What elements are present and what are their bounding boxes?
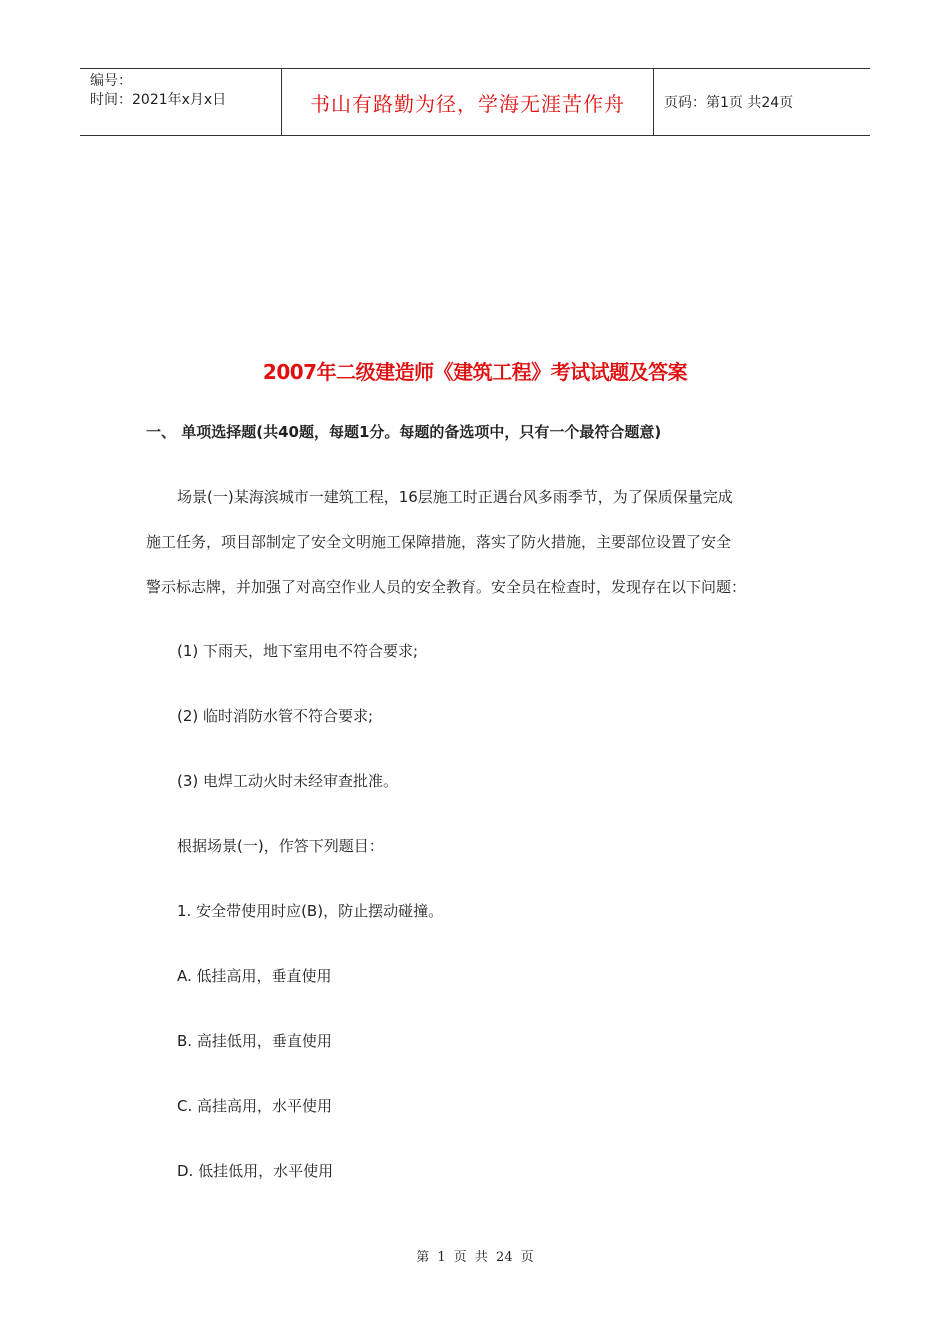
question-option-d: D. 低挂低用，水平使用 [177,1162,334,1180]
question-option-b: B. 高挂低用，垂直使用 [177,1032,332,1050]
page-footer: 第 1 页 共 24 页 [416,1250,534,1265]
scenario-line-2: 施工任务，项目部制定了安全文明施工保障措施，落实了防火措施，主要部位设置了安全 [146,533,732,551]
header-page-info: 页码：第1页 共24页 [664,95,794,111]
header-meta-cell [80,69,282,135]
problem-item: (1) 下雨天，地下室用电不符合要求; [177,642,419,660]
date-label: 时间：2021年x月x日 [90,92,227,108]
scenario-line-3: 警示标志牌，并加强了对高空作业人员的安全教育。安全员在检查时，发现存在以下问题： [146,578,747,596]
page-header [80,68,870,136]
question-stem: 1. 安全带使用时应(B)，防止摆动碰撞。 [177,902,444,920]
header-motto: 书山有路勤为径，学海无涯苦作舟 [282,69,654,135]
instruction-text: 根据场景(一)，作答下列题目： [177,837,384,855]
question-option-a: A. 低挂高用，垂直使用 [177,967,332,985]
problem-item: (2) 临时消防水管不符合要求; [177,707,374,725]
problem-item: (3) 电焊工动火时未经审查批准。 [177,772,399,790]
question-option-c: C. 高挂高用，水平使用 [177,1097,333,1115]
section-heading: 一、 单项选择题(共40题，每题1分。每题的备选项中，只有一个最符合题意) [146,423,662,441]
document-title: 2007年二级建造师《建筑工程》考试试题及答案 [262,360,688,384]
scenario-line-1: 场景(一)某海滨城市一建筑工程，16层施工时正遇台风多雨季节，为了保质保量完成 [177,488,733,506]
number-label: 编号： [90,73,132,89]
